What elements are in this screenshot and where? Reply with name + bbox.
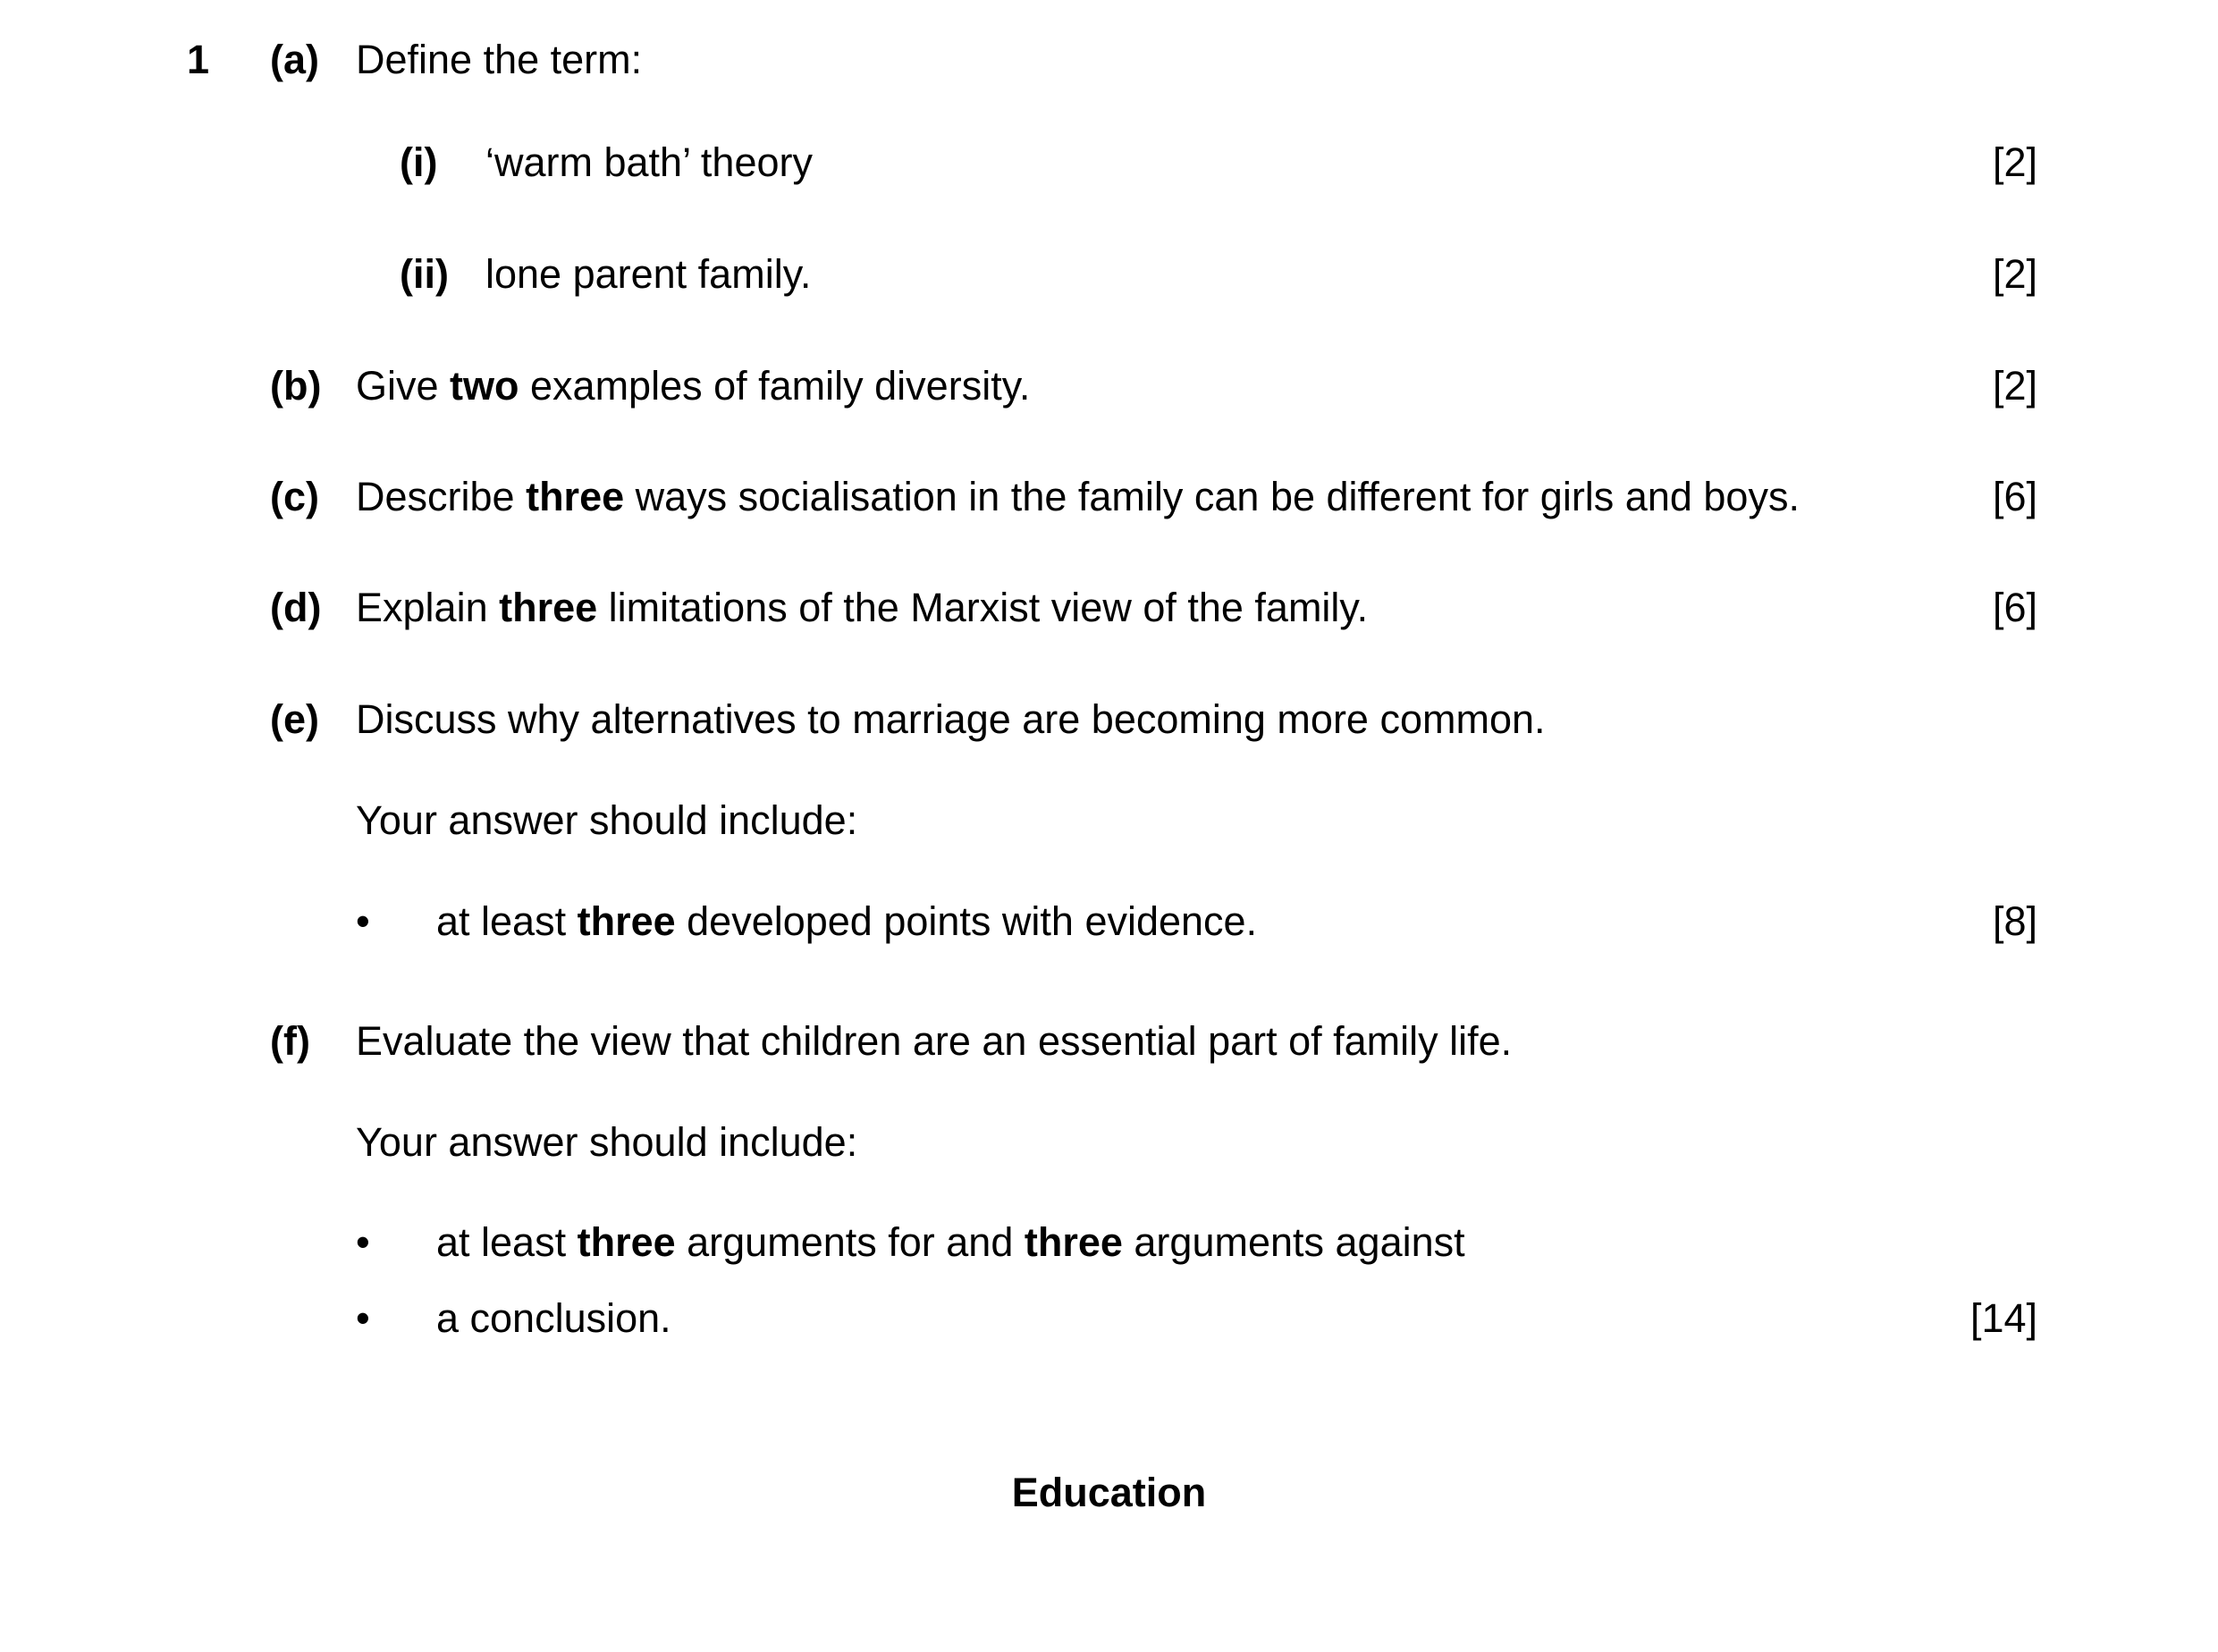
part-f-bullet-1-mid: arguments for and	[675, 1219, 1025, 1265]
part-b-label: (b)	[270, 363, 322, 409]
part-b-text-bold: two	[450, 363, 519, 409]
section-heading: Education	[1011, 1470, 1207, 1515]
part-e-bullet-marker: •	[356, 898, 370, 944]
part-a-i-marks: [2]	[1992, 139, 2037, 185]
part-c-text-pre: Describe	[356, 474, 527, 519]
part-b-marks: [2]	[1992, 363, 2037, 409]
part-e-marks: [8]	[1992, 898, 2037, 944]
part-d-label: (d)	[270, 585, 322, 630]
part-b-text-pre: Give	[356, 363, 451, 409]
part-d-text-post: limitations of the Marxist view of the family.	[597, 585, 1369, 630]
part-f-bullet-2: a conclusion.	[436, 1295, 671, 1341]
part-f-text: Evaluate the view that children are an essential part of family life.	[356, 1018, 1513, 1064]
part-d-marks: [6]	[1992, 585, 2037, 630]
part-d-text-bold: three	[499, 585, 598, 630]
part-f-bullet-1-post: arguments against	[1122, 1219, 1465, 1265]
part-a-i-label: (i)	[400, 139, 438, 185]
part-f-bullet-1-bold-a: three	[577, 1219, 676, 1265]
part-b-text-post: examples of family diversity.	[519, 363, 1031, 409]
part-e-text: Discuss why alternatives to marriage are becoming more common.	[356, 696, 1546, 742]
part-f-marks: [14]	[1969, 1295, 2037, 1341]
part-c-text-post: ways socialisation in the family can be different for girls and boys.	[624, 474, 1800, 519]
part-a-label: (a)	[270, 37, 319, 82]
part-a-ii-marks: [2]	[1992, 251, 2037, 297]
part-f-bullet-marker-2: •	[356, 1295, 370, 1341]
part-c-text	[356, 476, 1800, 517]
part-a-text: Define the term:	[356, 37, 643, 82]
part-e-include: Your answer should include:	[356, 797, 858, 843]
part-f-bullet-1-pre: at least	[436, 1219, 578, 1265]
part-a-i-text: ‘warm bath’ theory	[485, 139, 813, 185]
part-c-label: (c)	[270, 474, 319, 519]
part-a-ii-label: (ii)	[400, 251, 449, 297]
question-number: 1	[187, 37, 210, 82]
part-c-text-bold: three	[526, 474, 625, 519]
part-d-text	[356, 587, 1368, 628]
part-f-bullet-1-bold-b: three	[1024, 1219, 1123, 1265]
part-f-bullet-marker-1: •	[356, 1219, 370, 1265]
part-f-bullet-1	[436, 1219, 1465, 1265]
part-e-bullet-1-post: developed points with evidence.	[675, 898, 1258, 944]
part-f-include: Your answer should include:	[356, 1119, 858, 1165]
part-f-label: (f)	[270, 1018, 310, 1064]
part-e-bullet-1-pre: at least	[436, 898, 578, 944]
part-c-marks: [6]	[1992, 474, 2037, 519]
part-e-bullet-1	[436, 898, 1258, 944]
part-e-label: (e)	[270, 696, 319, 742]
part-b-text	[356, 363, 1031, 409]
part-e-bullet-1-bold: three	[577, 898, 676, 944]
part-a-ii-text: lone parent family.	[485, 251, 812, 297]
part-d-text-pre: Explain	[356, 585, 500, 630]
